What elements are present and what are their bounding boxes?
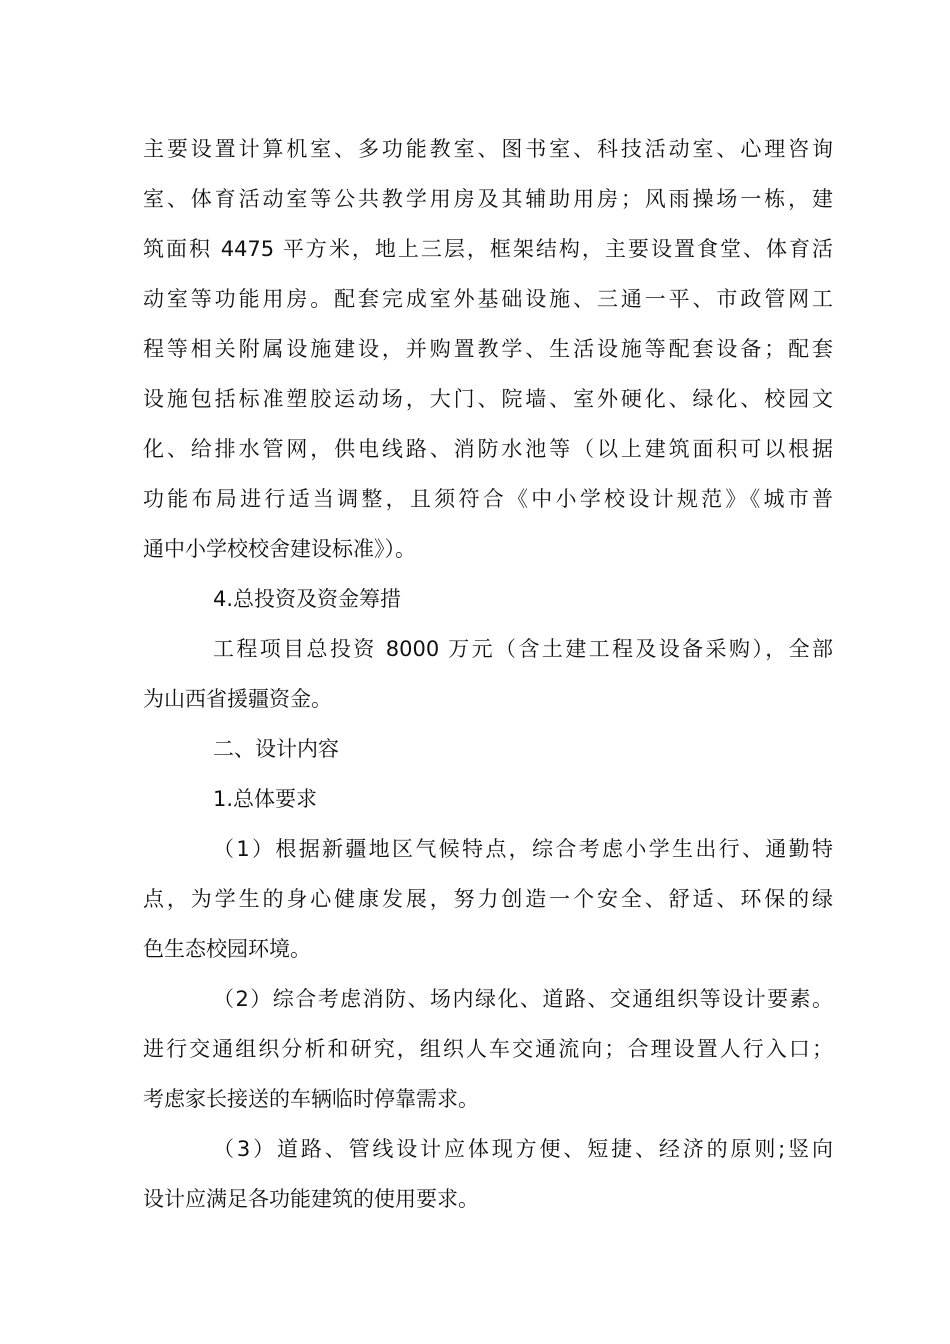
text-line: 为山西省援疆资金。 <box>143 687 332 711</box>
section-heading-design: 二、设计内容 <box>213 737 339 761</box>
document-body <box>143 124 833 1224</box>
section-heading-investment: 4.总投资及资金筹措 <box>213 587 402 611</box>
text-line: 设施包括标准塑胶运动场，大门、院墙、室外硬化、绿化、校园文 <box>143 387 833 411</box>
text-line: （2）综合考虑消防、场内绿化、道路、交通组织等设计要素。 <box>213 987 833 1011</box>
text-line: 色生态校园环境。 <box>143 937 311 961</box>
text-line: 筑面积 4475 平方米，地上三层，框架结构，主要设置食堂、体育活 <box>143 237 833 261</box>
text-line: 进行交通组织分析和研究，组织人车交通流向；合理设置人行入口； <box>143 1037 833 1061</box>
text-line: 设计应满足各功能建筑的使用要求。 <box>143 1187 479 1211</box>
list-item-2 <box>143 974 833 1124</box>
text-line: 功能布局进行适当调整，且须符合《中小学校设计规范》《城市普 <box>143 487 833 511</box>
text-line: （1）根据新疆地区气候特点，综合考虑小学生出行、通勤特 <box>213 837 833 861</box>
subsection-heading-general: 1.总体要求 <box>213 787 318 811</box>
text-line: 点，为学生的身心健康发展，努力创造一个安全、舒适、环保的绿 <box>143 887 833 911</box>
text-line: 考虑家长接送的车辆临时停靠需求。 <box>143 1087 479 1111</box>
text-line: 化、给排水管网，供电线路、消防水池等（以上建筑面积可以根据 <box>143 437 833 461</box>
text-line: 程等相关附属设施建设，并购置教学、生活设施等配套设备；配套 <box>143 337 833 361</box>
list-item-3 <box>143 1124 833 1224</box>
text-line: （3）道路、管线设计应体现方便、短捷、经济的原则;竖向 <box>213 1137 833 1161</box>
paragraph-facilities <box>143 124 833 574</box>
text-line: 室、体育活动室等公共教学用房及其辅助用房；风雨操场一栋，建 <box>143 187 833 211</box>
text-line: 工程项目总投资 8000 万元（含土建工程及设备采购），全部 <box>213 637 833 661</box>
text-line: 动室等功能用房。配套完成室外基础设施、三通一平、市政管网工 <box>143 287 833 311</box>
text-line: 主要设置计算机室、多功能教室、图书室、科技活动室、心理咨询 <box>143 137 833 161</box>
list-item-1 <box>143 824 833 974</box>
paragraph-investment <box>143 624 833 724</box>
text-line: 通中小学校校舍建设标准》）。 <box>143 537 416 561</box>
